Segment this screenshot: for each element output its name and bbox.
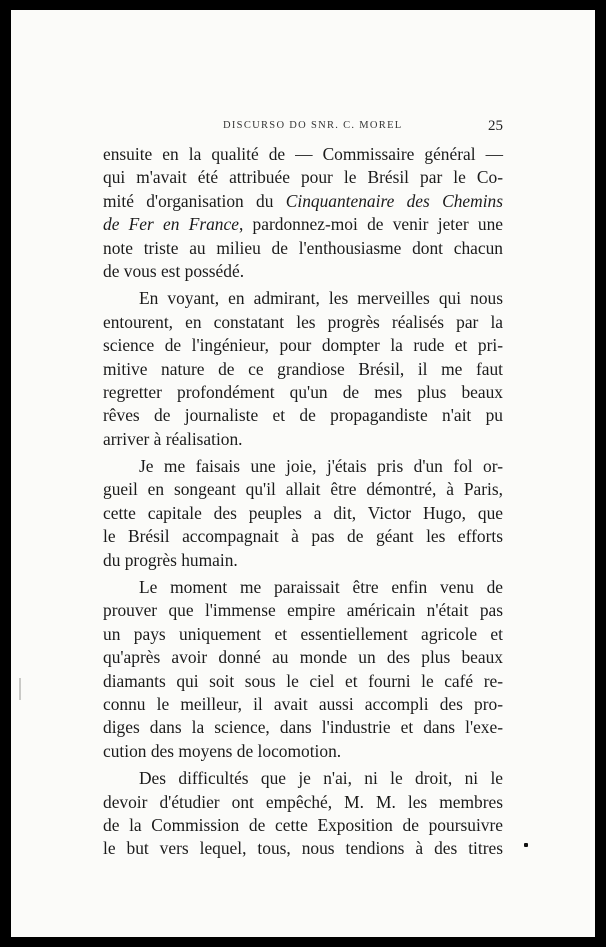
italic-text-segment: de Fer en France (103, 214, 239, 235)
paragraph (103, 767, 503, 861)
text-segment: un pays uniquement et essentiellement agricole et (103, 623, 503, 644)
paragraph (103, 576, 503, 763)
text-line (103, 814, 503, 837)
text-line (103, 190, 503, 213)
text-line (103, 143, 503, 166)
text-segment: arriver à réalisation. (103, 428, 243, 449)
text-segment: entourent, en constatant les progrès réalisés par la (103, 311, 503, 332)
text-line (103, 213, 503, 236)
text-line (103, 549, 503, 572)
text-line (103, 646, 503, 669)
text-segment: cette capitale des peuples a dit, Victor Hugo, que (103, 502, 503, 523)
body-text (103, 143, 503, 861)
text-segment: diamants qui soit sous le ciel et fourni le café re- (103, 670, 503, 691)
text-segment: devoir d'étudier ont empêché, M. M. les membres (103, 791, 503, 812)
text-segment: mité d'organisation du (103, 190, 286, 211)
text-line (103, 837, 503, 860)
page-number: 25 (488, 118, 503, 134)
text-segment: Le moment me paraissait être enfin venu de (139, 577, 503, 598)
text-segment: diges dans la science, dans l'industrie et dans l'exe- (103, 717, 503, 738)
text-line (103, 791, 503, 814)
paragraph (103, 455, 503, 572)
text-line (103, 576, 503, 599)
text-segment: gueil en songeant qu'il allait être démontré, à Paris, (103, 479, 503, 500)
text-line (103, 428, 503, 451)
text-segment: cution des moyens de locomotion. (103, 740, 342, 761)
text-segment: de la Commission de cette Exposition de poursuivre (103, 814, 503, 835)
text-segment: regretter profondément qu'un de mes plus beaux (103, 381, 503, 402)
running-head (11, 118, 595, 138)
text-line (103, 623, 503, 646)
text-segment: ensuite en la qualité de — Commissaire général — (103, 144, 503, 164)
text-segment: Je me faisais une joie, j'étais pris d'un fol or- (139, 456, 503, 477)
text-segment: de vous est possédé. (103, 260, 245, 281)
text-segment: Des difficultés que je n'ai, ni le droit, ni le (139, 768, 503, 789)
paragraph (103, 143, 503, 283)
book-page (11, 10, 595, 937)
text-line (103, 311, 503, 334)
text-line (103, 693, 503, 716)
text-line (103, 599, 503, 622)
text-line (103, 455, 503, 478)
page-edge-mark (19, 678, 21, 700)
text-line (103, 334, 503, 357)
text-line (103, 260, 503, 283)
text-line (103, 740, 503, 763)
text-segment: qu'après avoir donné au monde un des plus beaux (103, 647, 503, 668)
text-segment: rêves de journaliste et de propagandiste n'ait pu (103, 405, 503, 426)
text-line (103, 404, 503, 427)
text-line (103, 670, 503, 693)
text-segment: mitive nature de ce grandiose Brésil, il me faut (103, 358, 503, 379)
text-line (103, 525, 503, 548)
text-segment: note triste au milieu de l'enthousiasme dont chacun (103, 237, 503, 258)
text-line (103, 287, 503, 310)
text-segment: le Brésil accompagnait à pas de géant les efforts (103, 526, 503, 547)
text-segment: connu le meilleur, il avait aussi accompli des pro- (103, 693, 503, 714)
text-segment: science de l'ingénieur, pour dompter la rude et pri- (103, 335, 503, 356)
text-line (103, 166, 503, 189)
text-line (103, 502, 503, 525)
text-line (103, 237, 503, 260)
italic-text-segment: Cinquantenaire des Chemins (285, 190, 503, 211)
text-line (103, 767, 503, 790)
text-segment: du progrès humain. (103, 549, 238, 570)
text-segment: En voyant, en admirant, les merveilles qui nous (139, 288, 503, 309)
text-line (103, 478, 503, 501)
text-line (103, 381, 503, 404)
text-segment: le but vers lequel, tous, nous tendions à des titres (103, 838, 503, 859)
text-line (103, 358, 503, 381)
ink-dot-mark (524, 843, 528, 847)
text-segment: prouver que l'immense empire américain n'était pas (103, 600, 503, 621)
text-segment: , pardonnez-moi de venir jeter une (238, 214, 503, 235)
text-line (103, 716, 503, 739)
text-segment: qui m'avait été attribuée pour le Brésil par le Co- (103, 167, 503, 188)
running-title: DISCURSO DO SNR. C. MOREL (223, 120, 403, 131)
paragraph (103, 287, 503, 451)
